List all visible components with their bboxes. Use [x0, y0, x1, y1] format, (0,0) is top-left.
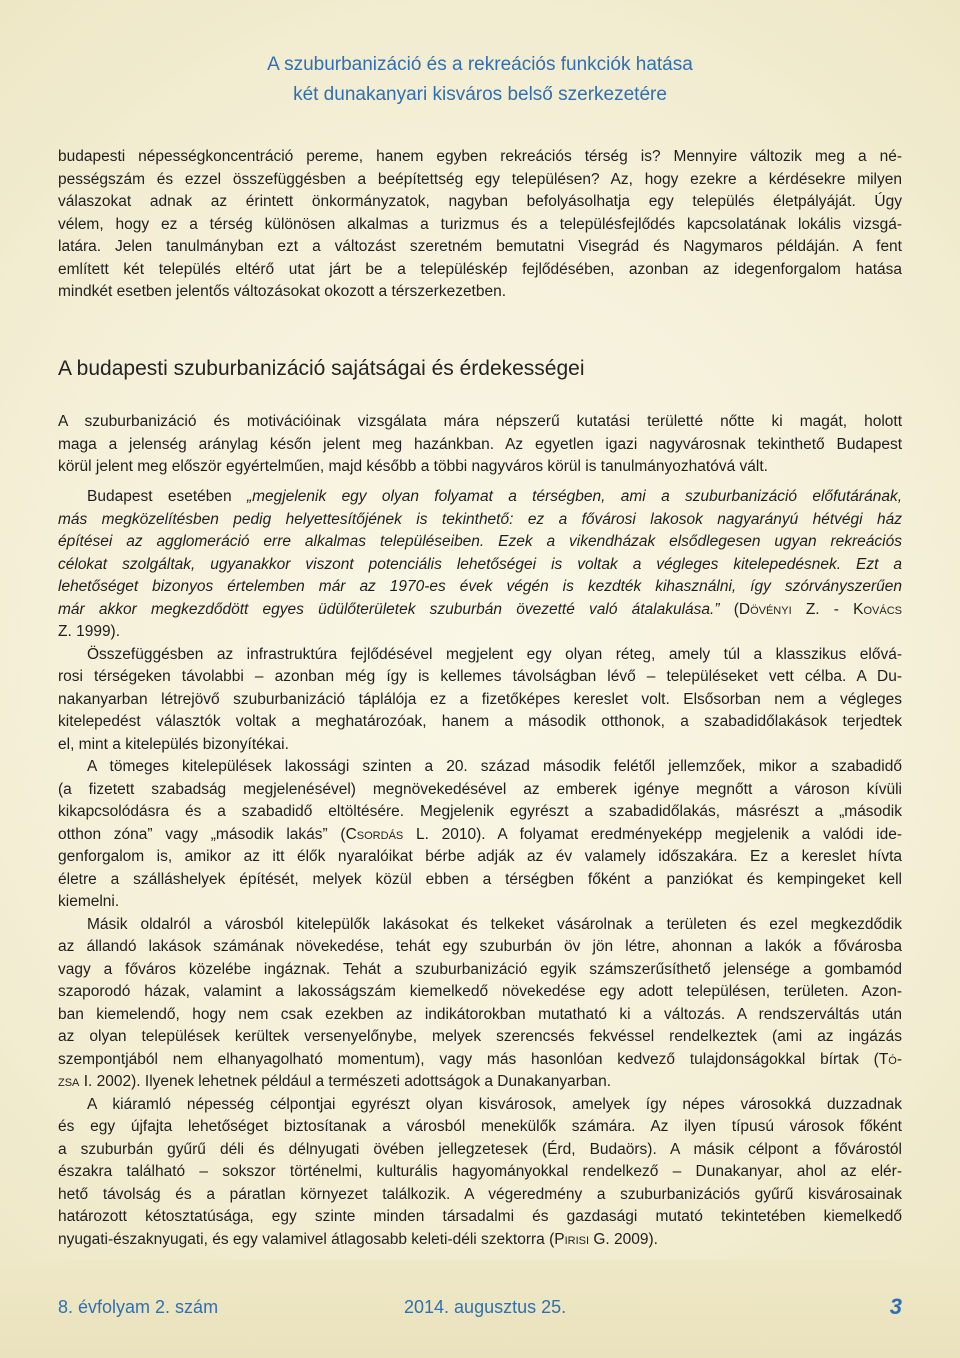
text-line: válaszokat adnak az érintett önkormányzatok, nagyban befolyásolhatja egy település életpályáját. Úgy: [58, 193, 902, 210]
text-segment: L. 2010). A folyamat eredményeképp megjelenik a valódi ide-: [403, 825, 903, 843]
citation-author: Csordás: [345, 825, 404, 843]
text-line: a szuburbán gyűrű déli és délnyugati övében jellegzetesek (Érd, Budaörs). A másik célpont a fővárostól: [58, 1140, 902, 1158]
paragraph: [58, 486, 902, 644]
text-line: maga a jelenség aránylag későn jelent meg hazánkban. Az egyetlen igazi nagyvárosnak tekinthető Budapest: [58, 435, 902, 453]
quotation-text: „megjelenik egy olyan folyamat a térségben, ami a szuburbanizáció előfutárának,: [246, 488, 903, 505]
text-line: A tömeges kitelepülések lakossági szinten a 20. század második felétől jellemzőek, mikor a szabadidő: [87, 758, 902, 775]
section-heading: A budapesti szuburbanizáció sajátságai és érdekességei: [58, 357, 585, 380]
citation-author: Pirisi: [554, 1230, 590, 1248]
text-line: életre a szálláshelyek építését, melyek közül ebben a térségben főként a panziókat és kempingeket kell: [58, 870, 902, 888]
text-line: ban kiemelendő, hogy nem csak ezekben az indikátorokban mutatható ki a változás. A rendszerváltás után: [58, 1005, 902, 1023]
text-line: Másik oldalról a városból kitelepülők lakásokat és telkeket vásárolnak a területen és ezel megkezdődik: [87, 915, 902, 933]
text-line: pességszám és ezzel összefüggésben a beépítettség egy településen? Az, hogy ezekre a kérdésekre milyen: [58, 170, 902, 188]
text-line: szaporodó házak, valamint a lakosságszám kiemelkedő növekedése egy adott településen, területen. Azon-: [58, 983, 902, 1000]
text-segment: Budapest esetében: [87, 488, 247, 505]
text-line: mindkét esetben jelentős változásokat okozott a térszerkezetben.: [58, 283, 507, 300]
text-line: [58, 1229, 902, 1252]
intro-paragraph: [58, 146, 902, 304]
text-segment: G. 2009).: [589, 1230, 658, 1248]
text-line: [58, 509, 902, 532]
footer-date: 2014. augusztus 25.: [404, 1297, 567, 1317]
paragraph: [58, 914, 902, 1094]
text-segment: I. 2002). Ilyenek lehetnek például a természeti adottságok a Dunakanyarban.: [79, 1073, 612, 1090]
citation-author: Tó-: [878, 1050, 902, 1068]
text-line: genforgalom is, amikor az itt élők nyaralóikat bérbe adják az év valamely időszakára. Ez a kereslet hívta: [58, 848, 902, 865]
text-line: kiemelni.: [58, 893, 120, 910]
text-line: említett két település eltérő utat járt be a településkép fejlődésében, azonban az idegenforgalom hatása: [58, 260, 902, 278]
text-line: [58, 1071, 902, 1094]
text-line: Z. 1999).: [58, 623, 121, 640]
text-line: [58, 576, 902, 599]
citation-author: Dövényi: [738, 600, 792, 618]
page-number: 3: [889, 1294, 902, 1319]
text-line: [58, 554, 902, 577]
text-line: [58, 824, 902, 847]
text-line: kikapcsolódásra és a szabadidő eltöltésére. Megjelenik egyrészt a szabadidőlakás, másrészt a „második: [58, 803, 902, 820]
text-line: el, mint a kitelepülés bizonyítékai.: [58, 735, 289, 753]
text-line: nakanyarban létrejövő szuburbanizáció táplálója ez a fizetőképes kereslet volt. Elsősorban nem a végleges: [58, 690, 902, 708]
text-line: és egy újfajta lehetőséget biztosítanak a városból menekülők számára. Az ilyen típusú városok főként: [58, 1118, 902, 1135]
header-title-line-2: két dunakanyari kisváros belső szerkezetére: [293, 84, 667, 105]
text-line: rosi térségeken távolabbi – azonban még így is kellemes távolságban lévő – településeket vett célba. A Du-: [58, 668, 902, 685]
text-line: északra található – sokszor történelmi, kulturális hagyományokkal rendelkező – Dunakanyar, ahol az elér-: [58, 1163, 902, 1180]
text-line: A szuburbanizáció és motivációinak vizsgálata mára népszerű kutatási területté nőtte ki magát, holott: [58, 413, 902, 430]
paragraph: [58, 1094, 902, 1252]
text-line: [58, 531, 902, 554]
text-line: az olyan települések kerültek versenyelőnybe, melyek szerencsés fekvéssel rendelkeztek (ami az ingázás: [58, 1028, 902, 1045]
footer-volume-issue: 8. évfolyam 2. szám: [58, 1297, 219, 1317]
paragraph: [58, 411, 902, 479]
article-body: [58, 146, 902, 1251]
text-line: A kiáramló népesség célpontjai egyrészt olyan kisvárosok, amelyek így népes városokká duzzadnak: [87, 1095, 902, 1113]
text-line: hető távolság és a páratlan környezet találkozik. A végeredmény a szuburbanizációs gyűrű kisvárosainak: [58, 1185, 902, 1203]
text-segment: Z. -: [791, 600, 854, 618]
text-line: vélem, hogy ez a térség különösen alkalmas a turizmus és a településfejlődés kapcsolatának lokális vizsgá-: [58, 215, 902, 233]
text-line: Összefüggésben az infrastruktúra fejlődésével megjelent egy olyan réteg, amely túl a klasszikus elővá-: [87, 645, 902, 663]
paragraph: [58, 756, 902, 914]
header-title-line-1: A szuburbanizáció és a rekreációs funkciók hatása: [267, 54, 693, 75]
text-segment: nyugati-északnyugati, és egy valamivel átlagosabb keleti-déli szektorra (: [58, 1230, 555, 1248]
text-line: [58, 486, 902, 509]
text-segment: otthon zóna” vagy „második lakás” (: [58, 825, 346, 843]
quotation-text: építései az agglomeráció erre alkalmas településeiben. Ezek a vikendházak elsődlegesen ugyan rekreációs: [58, 533, 902, 550]
text-line: kitelepedést választók voltak a meghatározóak, hanem a második otthonok, a szabadidőlakások terjedtek: [58, 713, 902, 730]
text-line: (a fizetett szabadság megjelenésével) megnövekedésével az emberek igénye megnőtt a városon kívüli: [58, 780, 902, 798]
quotation-text: más megközelítésben pedig helyettesítőjének is tekinthető: ez a fővárosi lakosok nagyarányú hétvégi ház: [58, 510, 902, 528]
citation-author: zsa: [58, 1073, 80, 1090]
text-segment: (: [719, 600, 739, 618]
text-line: határozott kétosztatúsága, egy szinte minden társadalmi és gazdasági mutató tekintetében kiemelkedő: [58, 1208, 902, 1225]
text-line: latára. Jelen tanulmányban ezt a változást szeretném bemutatni Visegrád és Nagymaros példáján. A fent: [58, 238, 902, 255]
text-line: az állandó lakások számának növekedése, tehát egy szuburbán öv jön létre, ahonnan a lakók a fővárosba: [58, 938, 902, 955]
text-line: budapesti népességkoncentráció pereme, hanem egyben rekreációs térség is? Mennyire változik meg a né-: [58, 148, 902, 165]
text-line: [58, 599, 902, 622]
citation-author: Kovács: [853, 600, 903, 618]
paragraph: [58, 644, 902, 757]
text-line: körül jelent meg először egyértelműen, majd később a többi nagyváros körül is tanulmányozhatóvá vált.: [58, 458, 768, 475]
quotation-text: lehetőséget bizonyos értelemben már az 1970-es évek végén is kezdték kihasználni, így szórványszerűen: [58, 578, 902, 595]
section-paragraphs: [58, 411, 902, 1251]
quotation-text: már akkor megkezdődött egyes üdülőterületek szuburbán övezetté való átalakulása.”: [58, 600, 720, 618]
running-header: [0, 50, 960, 110]
quotation-text: célokat szolgáltak, ugyanakkor viszont potenciális lehetőségei is voltak a végleges kitelepedésnek. Ezt a: [58, 555, 902, 573]
text-segment: szempontjából nem elhanyagolható momentum), vagy más hasonlóan kedvező tulajdonságokkal bírtak (: [58, 1050, 879, 1068]
text-line: [58, 1049, 902, 1072]
text-line: vagy a főváros közelébe ingáznak. Tehát a szuburbanizáció egyik számszerűsíthető jelensége a gombamód: [58, 960, 902, 978]
